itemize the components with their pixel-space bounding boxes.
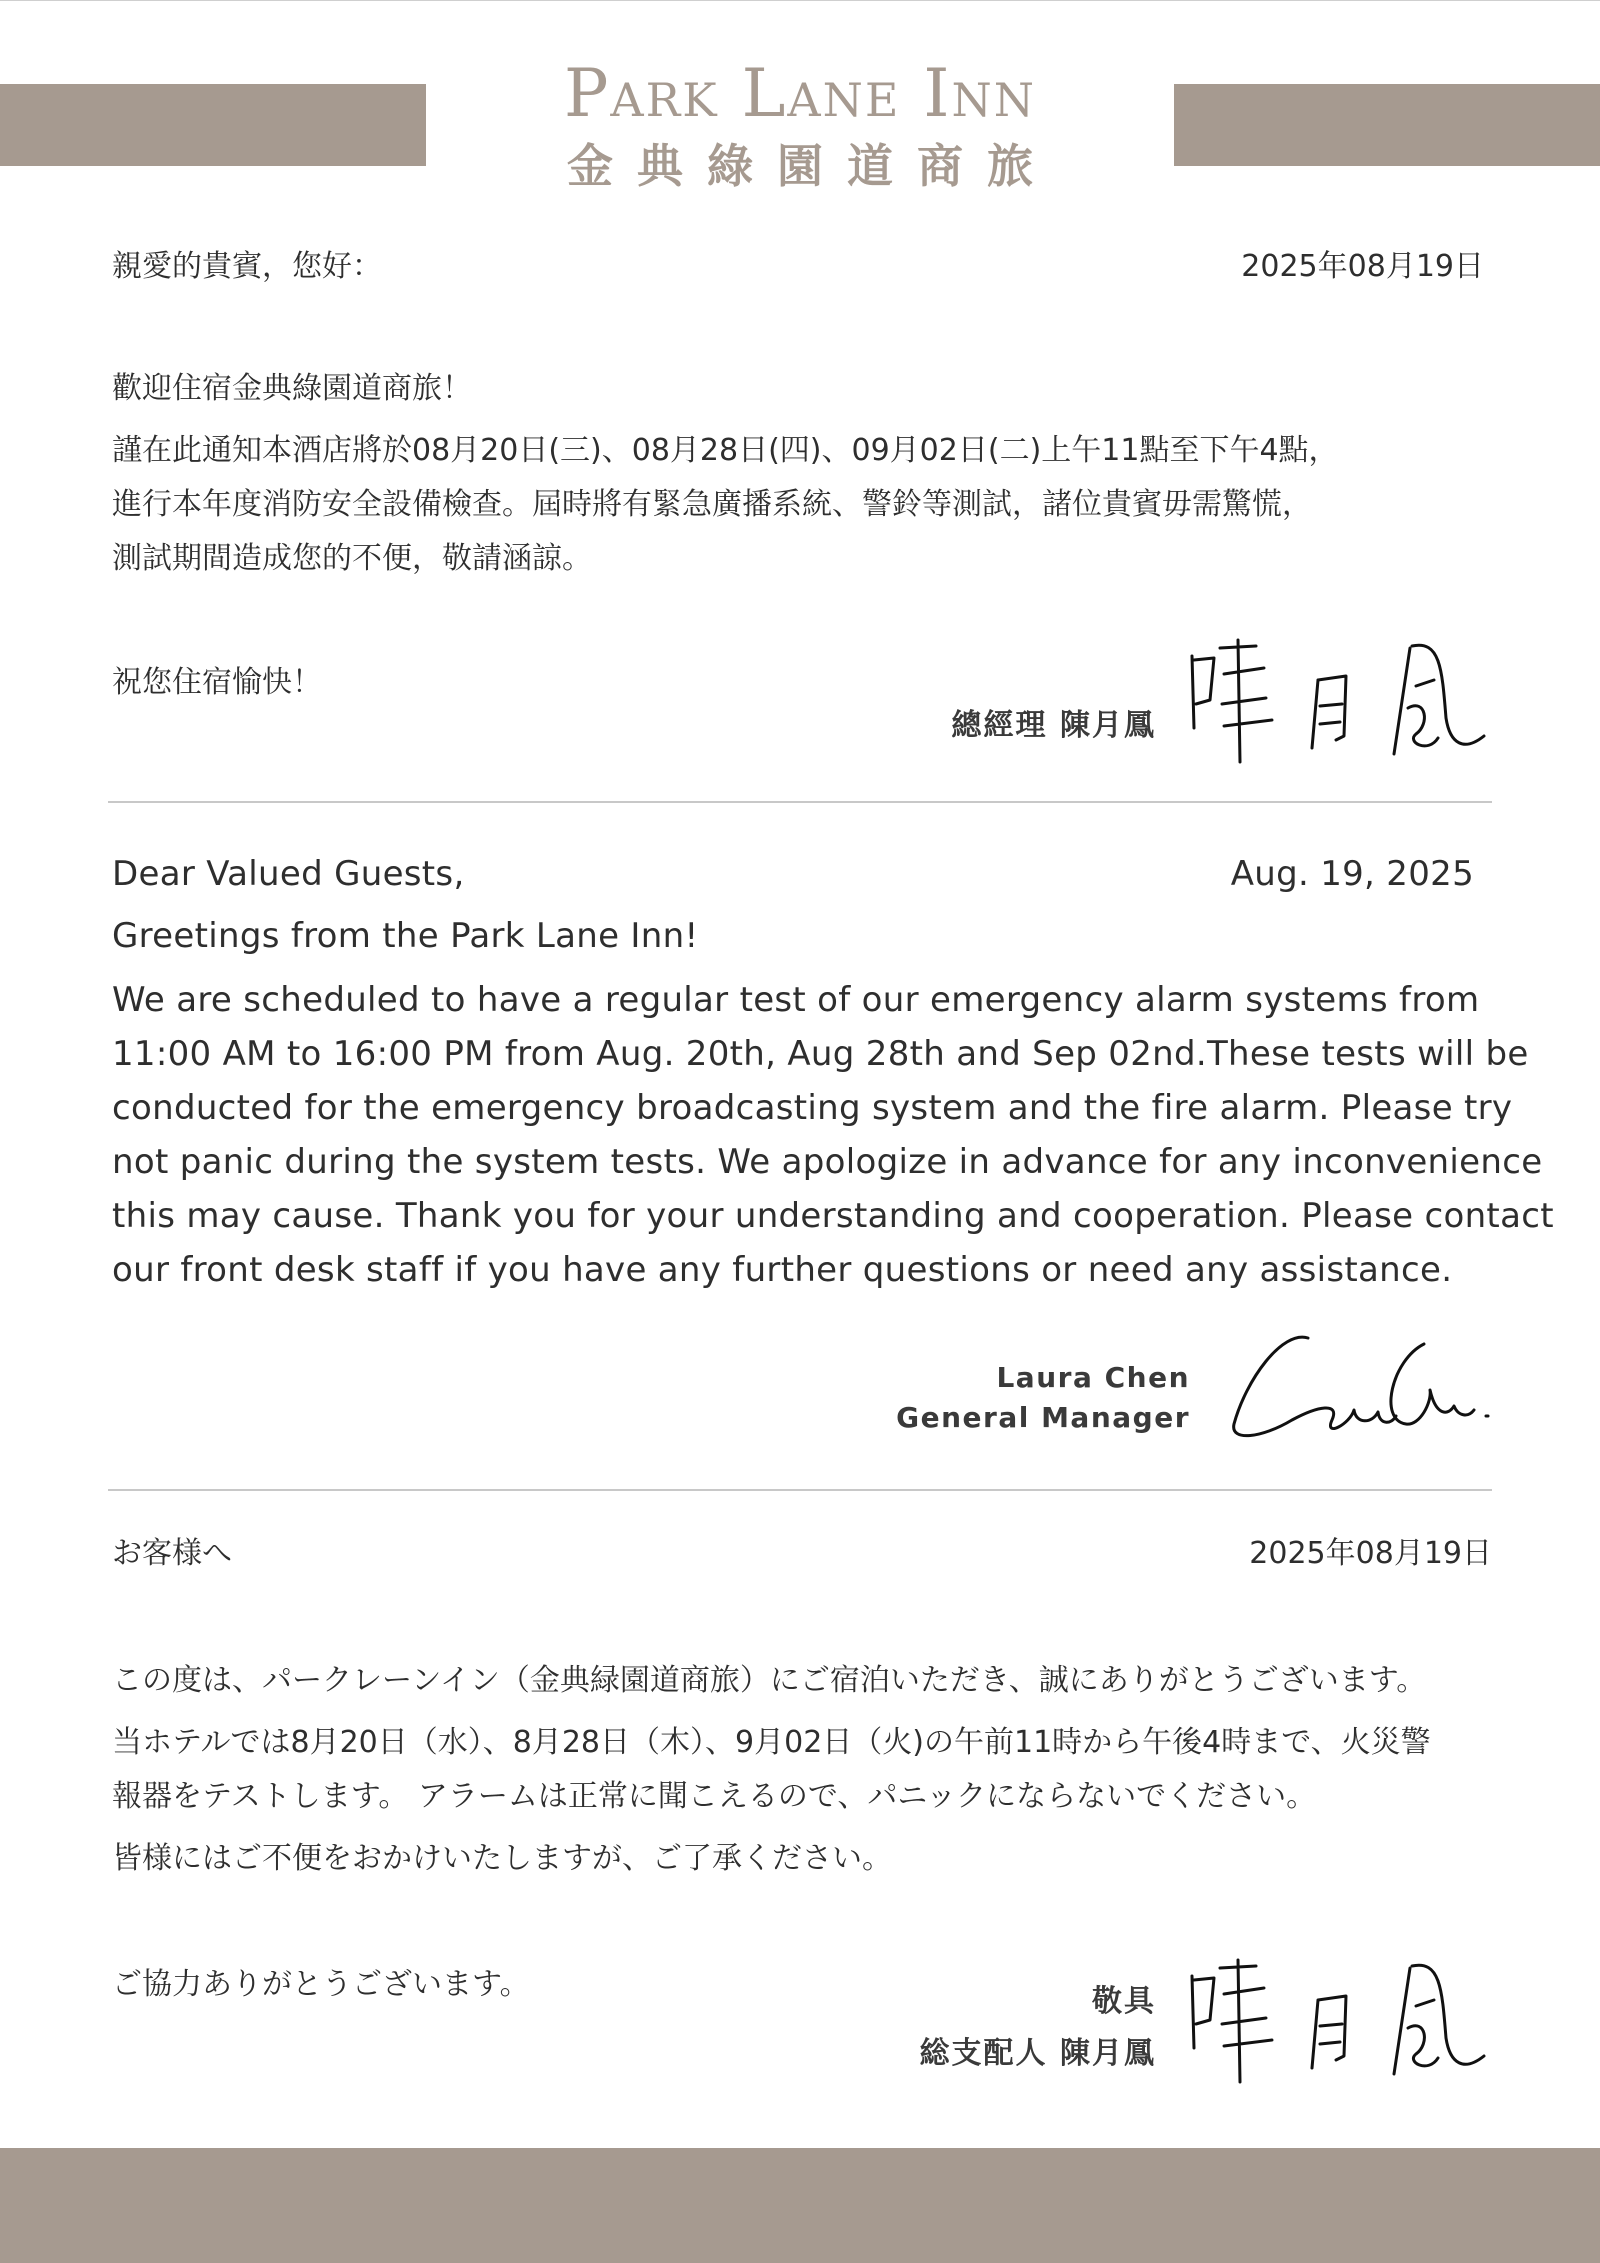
section-divider-2 [108, 1489, 1492, 1491]
zh-welcome: 歡迎住宿金典綠園道商旅！ [112, 371, 472, 406]
section-divider-1 [108, 801, 1492, 803]
zh-greeting: 親愛的貴賓，您好： [112, 249, 382, 284]
en-welcome: Greetings from the Park Lane Inn! [112, 916, 699, 956]
en-signer-title: General Manager [896, 1401, 1190, 1434]
en-body-line-5: this may cause. Thank you for your understanding and cooperation. Please contact [112, 1196, 1554, 1236]
signature-ja [1180, 1948, 1500, 2088]
en-body-line-3: conducted for the emergency broadcasting system and the fire alarm. Please try [112, 1088, 1513, 1128]
ja-greeting: お客様へ [112, 1536, 232, 1571]
signature-zh [1180, 628, 1500, 768]
ja-signer: 総支配人 陳月鳳 [919, 2036, 1156, 2071]
en-greeting: Dear Valued Guests, [112, 854, 465, 894]
zh-body-line-1: 謹在此通知本酒店將於08月20日(三)、08月28日(四)、09月02日(二)上午11點至下午4點， [112, 433, 1339, 468]
zh-closing: 祝您住宿愉快！ [112, 665, 322, 700]
ja-body-line-3: 報器をテストします。 アラームは正常に聞こえるので、パニックにならないでください。 [112, 1779, 1317, 1814]
header-band-left [0, 84, 426, 166]
ja-body-line-1: この度は、パークレーンイン（金典緑園道商旅）にご宿泊いただき、誠にありがとうございます。 [112, 1663, 1427, 1698]
zh-body-line-2: 進行本年度消防安全設備檢查。屆時將有緊急廣播系統、警鈴等測試，諸位貴賓毋需驚慌， [112, 487, 1312, 522]
ja-closing: ご協力ありがとうございます。 [112, 1967, 530, 2002]
zh-body-line-3: 測試期間造成您的不便，敬請涵諒。 [112, 541, 592, 576]
en-body-line-6: our front desk staff if you have any further questions or need any assistance. [112, 1250, 1453, 1290]
ja-signoff: 敬具 [1092, 1984, 1156, 2019]
zh-date: 2025年08月19日 [1241, 249, 1484, 284]
header-band-right [1174, 84, 1600, 166]
en-body-line-4: not panic during the system tests. We apologize in advance for any inconvenience [112, 1142, 1543, 1182]
en-body-line-2: 11:00 AM to 16:00 PM from Aug. 20th, Aug 28th and Sep 02nd.These tests will be [112, 1034, 1529, 1074]
ja-body-line-2: 当ホテルでは8月20日（水）、8月28日（木）、9月02日（火)の午前11時から午後4時まで、火災警 [112, 1725, 1431, 1760]
en-date: Aug. 19, 2025 [1230, 854, 1474, 894]
ja-date: 2025年08月19日 [1249, 1536, 1492, 1571]
zh-signer: 總經理 陳月鳳 [951, 708, 1156, 743]
brand-name-chinese: 金典綠園道商旅 [567, 139, 1057, 193]
footer-band [0, 2148, 1600, 2263]
ja-body-line-4: 皆様にはご不便をおかけいたしますが、ご了承ください。 [112, 1841, 892, 1876]
en-signer-name: Laura Chen [996, 1361, 1190, 1394]
en-body-line-1: We are scheduled to have a regular test of our emergency alarm systems from [112, 980, 1480, 1020]
signature-en [1222, 1320, 1498, 1450]
top-border-line [0, 0, 1600, 1]
brand-name-english: Park Lane Inn [563, 55, 1037, 132]
